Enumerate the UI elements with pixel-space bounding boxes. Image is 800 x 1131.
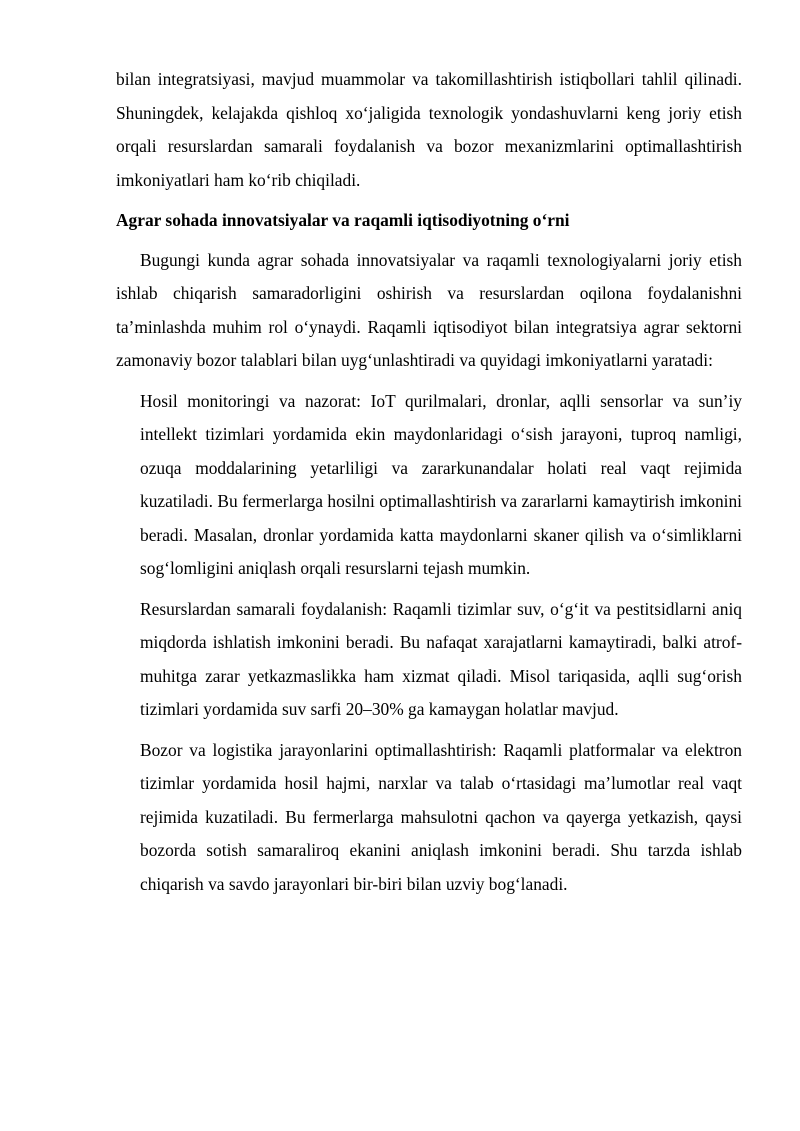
section-intro-paragraph: Bugungi kunda agrar sohada innovatsiyalar va raqamli texnologiyalarni joriy etish ishlab chiqarish samaradorligini oshirish va resurslardan oqilona foydalanishni ta’minlashda muhim rol o‘ynaydi. Raqamli iqtisodiyot bilan integratsiya agrar sektorni zamonaviy bozor talablari bilan uyg‘unlashtiradi va quyidagi imkoniyatlarni yaratadi:	[116, 249, 742, 370]
document-body	[116, 63, 742, 901]
section-heading: Agrar sohada innovatsiyalar va raqamli iqtisodiyotning o‘rni	[116, 210, 570, 230]
list-item-resource-efficiency: Resurslardan samarali foydalanish: Raqamli tizimlar suv, o‘g‘it va pestitsidlarni aniq miqdorda ishlatish imkonini beradi. Bu nafaqat xarajatlarni kamaytiradi, balki atrof-muhitga zarar yetkazmaslikka ham xizmat qiladi. Misol tariqasida, aqlli sug‘orish tizimlari yordamida suv sarfi 20–30% ga kamaygan holatlar mavjud.	[140, 598, 742, 719]
intro-continuation-paragraph: bilan integratsiyasi, mavjud muammolar va takomillashtirish istiqbollari tahlil qilinadi. Shuningdek, kelajakda qishloq xo‘jaligida texnologik yondashuvlarni keng joriy etish orqali resurslardan samarali foydalanish va bozor mexanizmlarini optimallashtirish imkoniyatlari ham ko‘rib chiqiladi.	[116, 69, 742, 190]
list-item-harvest-monitoring: Hosil monitoringi va nazorat: IoT qurilmalari, dronlar, aqlli sensorlar va sun’iy intellekt tizimlari yordamida ekin maydonlaridagi o‘sish jarayoni, tuproq namligi, ozuqa moddalarining yetarliligi va zararkunandalar holati real vaqt rejimida kuzatiladi. Bu fermerlarga hosilni optimallashtirish va zararlarni kamaytirish imkonini beradi. Masalan, dronlar yordamida katta maydonlarni skaner qilish va o‘simliklarni sog‘lomligini aniqlash orqali resurslarni tejash mumkin.	[140, 390, 742, 578]
list-item-market-logistics: Bozor va logistika jarayonlarini optimallashtirish: Raqamli platformalar va elektron tizimlar yordamida hosil hajmi, narxlar va talab o‘rtasidagi ma’lumotlar real vaqt rejimida kuzatiladi. Bu fermerlarga mahsulotni qachon va qayerga yetkazish, qaysi bozorda sotish samaraliroq ekanini aniqlash imkonini beradi. Shu tarzda ishlab chiqarish va savdo jarayonlari bir-biri bilan uzviy bog‘lanadi.	[140, 739, 742, 894]
